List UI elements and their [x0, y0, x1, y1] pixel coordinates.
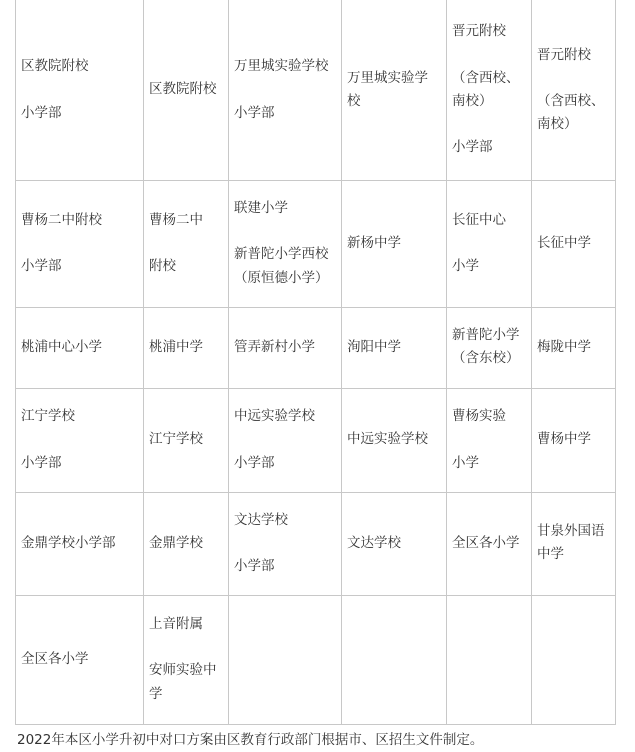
- table-cell: [531, 44, 615, 137]
- cell-text-line: 万里城实验学: [347, 69, 428, 86]
- cell-text-line: 曹杨二中: [149, 211, 203, 228]
- cell-text-line: 南校）: [452, 92, 493, 109]
- cell-text-line: [234, 78, 335, 101]
- table-cell: [15, 336, 143, 359]
- cell-text-line: 全区各小学: [21, 650, 89, 667]
- cell-text-line: 新杨中学: [347, 234, 401, 251]
- table-row-line: [15, 724, 616, 725]
- cell-text-line: 区教院附校: [21, 58, 89, 75]
- table-cell: [446, 405, 531, 475]
- table-cell: [446, 324, 531, 370]
- table-cell: [15, 209, 143, 279]
- cell-text-line: [21, 232, 137, 255]
- cell-text-line: 上音附属: [149, 616, 203, 633]
- cell-text-line: [234, 428, 335, 451]
- table-cell: [531, 520, 615, 566]
- table-cell: [15, 532, 143, 555]
- table-row-line: [15, 180, 616, 181]
- cell-text-line: 曹杨二中附校: [21, 211, 102, 228]
- footer-note: 2022年本区小学升初中对口方案由区教育行政部门根据市、区招生文件制定。: [17, 732, 484, 748]
- cell-text-line: [21, 428, 137, 451]
- cell-text-line: 管弄新村小学: [234, 338, 315, 355]
- table-cell: [341, 336, 446, 359]
- table-cell: [531, 232, 615, 255]
- cell-text-line: 区教院附校: [149, 81, 217, 98]
- cell-text-line: 校: [347, 92, 361, 109]
- cell-text-line: 新普陀小学: [452, 327, 520, 344]
- cell-text-line: 金鼎学校: [149, 534, 203, 551]
- cell-text-line: 晋元附校: [452, 23, 506, 40]
- cell-text-line: 小学部: [21, 258, 62, 275]
- table-cell: [143, 209, 228, 279]
- table-row-line: [15, 492, 616, 493]
- cell-text-line: 万里城实验学校: [234, 58, 329, 75]
- table-cell: [446, 20, 531, 159]
- table-cell: [143, 428, 228, 451]
- cell-text-line: 洵阳中学: [347, 338, 401, 355]
- cell-text-line: [234, 220, 335, 243]
- table-cell: [228, 336, 341, 359]
- cell-text-line: 金鼎学校小学部: [21, 534, 116, 551]
- table-row-line: [15, 388, 616, 389]
- cell-text-line: 文达学校: [347, 534, 401, 551]
- cell-text-line: （含东校）: [452, 350, 520, 367]
- cell-text-line: 曹杨实验: [452, 408, 506, 425]
- cell-text-line: （含西校、: [452, 69, 520, 86]
- table-cell: [341, 532, 446, 555]
- table-cell: [228, 55, 341, 125]
- table-cell: [228, 509, 341, 579]
- table-cell: [143, 613, 228, 706]
- cell-text-line: 文达学校: [234, 511, 288, 528]
- cell-text-line: 中学: [537, 546, 564, 563]
- cell-text-line: [537, 67, 609, 90]
- cell-text-line: 南校）: [537, 116, 578, 133]
- table-cell: [143, 336, 228, 359]
- cell-text-line: 小学部: [452, 139, 493, 156]
- table-cell: [228, 197, 341, 290]
- cell-text-line: 桃浦中学: [149, 338, 203, 355]
- table-col-line: [615, 0, 616, 724]
- table-cell: [15, 648, 143, 671]
- table-cell: [15, 405, 143, 475]
- cell-text-line: 全区各小学: [452, 534, 520, 551]
- cell-text-line: 小学部: [21, 104, 62, 121]
- cell-text-line: 江宁学校: [21, 408, 75, 425]
- table-cell: [341, 428, 446, 451]
- cell-text-line: 长征中心: [452, 211, 506, 228]
- cell-text-line: [452, 428, 525, 451]
- cell-text-line: 附校: [149, 258, 176, 275]
- cell-text-line: 小学部: [21, 454, 62, 471]
- table-cell: [143, 78, 228, 101]
- cell-text-line: 小学: [452, 258, 479, 275]
- cell-text-line: 曹杨中学: [537, 431, 591, 448]
- table-cell: [143, 532, 228, 555]
- cell-text-line: 安师实验中: [149, 662, 217, 679]
- table-cell: [15, 55, 143, 125]
- cell-text-line: 中远实验学校: [347, 431, 428, 448]
- cell-text-line: 小学: [452, 454, 479, 471]
- cell-text-line: [452, 232, 525, 255]
- cell-text-line: [149, 232, 222, 255]
- cell-text-line: [149, 636, 222, 659]
- cell-text-line: [452, 44, 525, 67]
- cell-text-line: 学: [149, 685, 163, 702]
- cell-text-line: 梅陇中学: [537, 338, 591, 355]
- table-cell: [341, 232, 446, 255]
- table-cell: [446, 209, 531, 279]
- cell-text-line: （原恒德小学）: [234, 269, 329, 286]
- table-cell: [531, 428, 615, 451]
- cell-text-line: 中远实验学校: [234, 408, 315, 425]
- cell-text-line: 晋元附校: [537, 46, 591, 63]
- cell-text-line: [21, 78, 137, 101]
- table-cell: [228, 405, 341, 475]
- table-row-line: [15, 307, 616, 308]
- cell-text-line: 长征中学: [537, 234, 591, 251]
- cell-text-line: [452, 113, 525, 136]
- cell-text-line: 桃浦中心小学: [21, 338, 102, 355]
- cell-text-line: 江宁学校: [149, 431, 203, 448]
- table-cell: [531, 336, 615, 359]
- table-cell: [446, 532, 531, 555]
- cell-text-line: 新普陀小学西校: [234, 246, 329, 263]
- cell-text-line: [234, 532, 335, 555]
- cell-text-line: 小学部: [234, 454, 275, 471]
- cell-text-line: 小学部: [234, 558, 275, 575]
- cell-text-line: 联建小学: [234, 200, 288, 217]
- cell-text-line: 小学部: [234, 104, 275, 121]
- table-cell: [341, 67, 446, 113]
- table-row-line: [15, 595, 616, 596]
- cell-text-line: （含西校、: [537, 92, 605, 109]
- cell-text-line: 甘泉外国语: [537, 523, 605, 540]
